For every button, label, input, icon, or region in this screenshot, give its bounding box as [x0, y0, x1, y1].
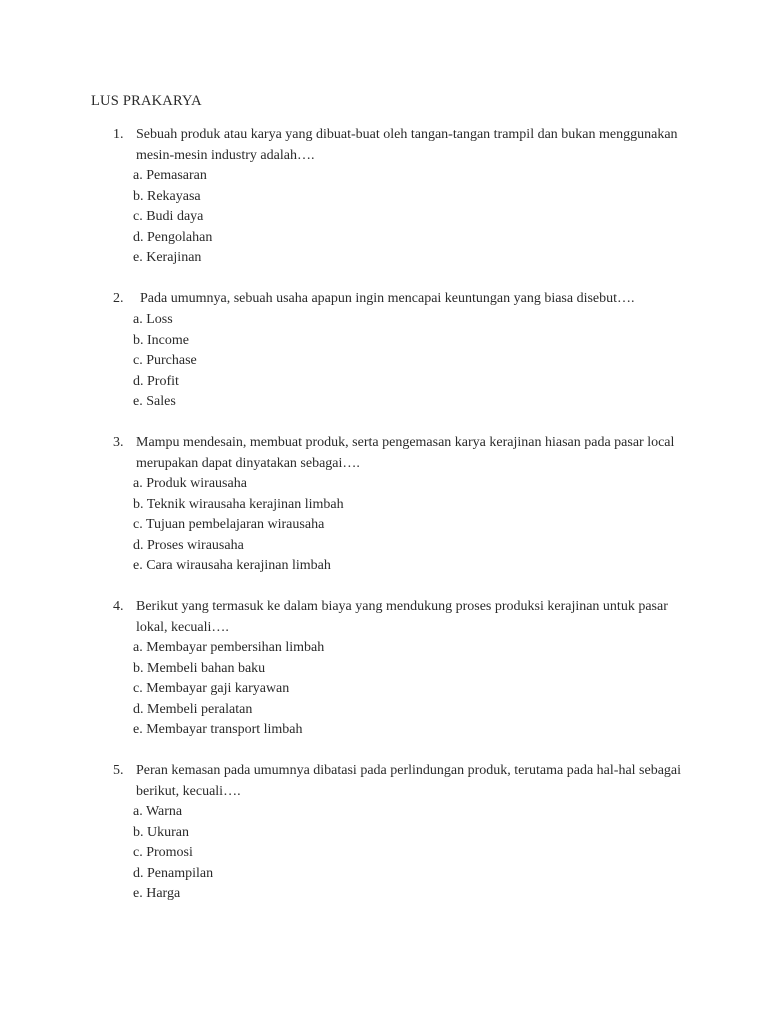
option-e: e. Cara wirausaha kerajinan limbah	[133, 558, 331, 574]
answer-options	[133, 802, 213, 905]
option-e: e. Kerajinan	[133, 250, 202, 266]
answer-options	[133, 638, 324, 741]
question-number: 3.	[113, 435, 124, 450]
option-b: b. Rekayasa	[133, 188, 201, 204]
question-number: 5.	[113, 763, 124, 778]
option-c: c. Budi daya	[133, 209, 204, 225]
question-text: Sebuah produk atau karya yang dibuat-buat oleh tangan-tangan trampil dan bukan menggunakan mesin-mesin industry adalah….	[136, 127, 678, 163]
option-e: e. Membayar transport limbah	[133, 722, 303, 738]
option-a: a. Warna	[133, 804, 183, 819]
option-b: b. Income	[133, 332, 189, 348]
option-a: a. Membayar pembersihan limbah	[133, 640, 325, 655]
question-text: Berikut yang termasuk ke dalam biaya yang mendukung proses produksi kerajinan untuk pasar lokal, kecuali….	[136, 599, 668, 635]
option-e: e. Harga	[133, 886, 181, 902]
document-title: LUS PRAKARYA	[91, 93, 202, 109]
option-d: d. Pengolahan	[133, 229, 213, 245]
question-number: 4.	[113, 599, 124, 614]
question-number: 1.	[113, 127, 124, 142]
option-b: b. Teknik wirausaha kerajinan limbah	[133, 496, 344, 512]
question-text: Mampu mendesain, membuat produk, serta pengemasan karya kerajinan hiasan pada pasar local merupakan dapat dinyatakan sebagai….	[136, 435, 675, 471]
option-b: b. Membeli bahan baku	[133, 660, 266, 676]
option-c: c. Tujuan pembelajaran wirausaha	[133, 517, 325, 533]
answer-options	[133, 474, 344, 577]
option-a: a. Produk wirausaha	[133, 476, 247, 491]
option-d: d. Profit	[133, 373, 179, 389]
option-e: e. Sales	[133, 394, 176, 410]
option-a: a. Loss	[133, 312, 173, 327]
option-c: c. Promosi	[133, 845, 193, 861]
option-a: a. Pemasaran	[133, 168, 207, 183]
option-d: d. Proses wirausaha	[133, 537, 244, 553]
question-text: Pada umumnya, sebuah usaha apapun ingin mencapai keuntungan yang biasa disebut….	[140, 291, 635, 306]
option-d: d. Penampilan	[133, 865, 214, 881]
answer-options	[133, 166, 212, 269]
question-text: Peran kemasan pada umumnya dibatasi pada perlindungan produk, terutama pada hal-hal sebagai berikut, kecuali….	[136, 763, 682, 799]
answer-options	[133, 310, 197, 413]
question-number: 2.	[113, 291, 124, 306]
option-d: d. Membeli peralatan	[133, 701, 253, 717]
option-b: b. Ukuran	[133, 824, 189, 840]
option-c: c. Purchase	[133, 353, 197, 369]
option-c: c. Membayar gaji karyawan	[133, 681, 290, 697]
